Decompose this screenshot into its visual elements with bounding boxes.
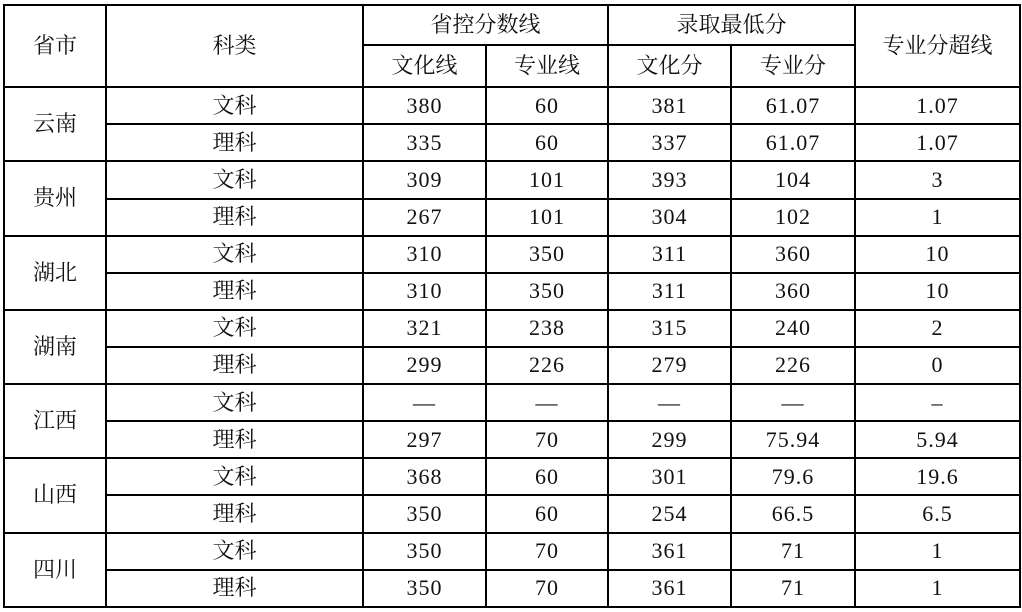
culture-line-cell: 368 — [363, 458, 486, 495]
culture-line-cell: 335 — [363, 124, 486, 161]
province-cell: 云南 — [4, 87, 106, 161]
major-line-cell: 70 — [486, 421, 608, 458]
major-line-cell: 350 — [486, 273, 608, 310]
admission-scores-table-wrap — [3, 4, 1021, 608]
culture-score-cell: 361 — [608, 533, 731, 570]
major-line-cell: 60 — [486, 458, 608, 495]
major-score-cell: 226 — [731, 347, 855, 384]
major-line-cell: 101 — [486, 199, 608, 236]
category-cell: 理科 — [106, 124, 363, 161]
province-cell: 贵州 — [4, 161, 106, 235]
over-line-cell: 1.07 — [855, 124, 1020, 161]
province-cell: 湖北 — [4, 236, 106, 310]
header-culture-score: 文化分 — [608, 45, 731, 87]
major-line-cell: 101 — [486, 161, 608, 198]
category-cell: 文科 — [106, 161, 363, 198]
culture-score-cell: 311 — [608, 273, 731, 310]
province-cell: 江西 — [4, 384, 106, 458]
category-cell: 文科 — [106, 236, 363, 273]
major-line-cell: 238 — [486, 310, 608, 347]
major-score-cell: 79.6 — [731, 458, 855, 495]
category-cell: 理科 — [106, 495, 363, 532]
table-row — [4, 87, 1020, 124]
culture-score-cell: 361 — [608, 570, 731, 607]
over-line-cell: 6.5 — [855, 495, 1020, 532]
major-score-cell: 102 — [731, 199, 855, 236]
over-line-cell: – — [855, 384, 1020, 421]
culture-line-cell: 267 — [363, 199, 486, 236]
table-row — [4, 458, 1020, 495]
over-line-cell: 5.94 — [855, 421, 1020, 458]
province-cell: 山西 — [4, 458, 106, 532]
over-line-cell: 1 — [855, 199, 1020, 236]
culture-score-cell: 311 — [608, 236, 731, 273]
culture-line-cell: 310 — [363, 236, 486, 273]
province-cell: 湖南 — [4, 310, 106, 384]
major-score-cell: 104 — [731, 161, 855, 198]
header-row-1 — [4, 5, 1020, 45]
category-cell: 文科 — [106, 384, 363, 421]
over-line-cell: 1.07 — [855, 87, 1020, 124]
table-row — [4, 124, 1020, 161]
category-cell: 文科 — [106, 533, 363, 570]
category-cell: 理科 — [106, 421, 363, 458]
major-line-cell: 60 — [486, 495, 608, 532]
major-score-cell: 71 — [731, 533, 855, 570]
major-line-cell: 70 — [486, 533, 608, 570]
table-row — [4, 310, 1020, 347]
category-cell: 理科 — [106, 273, 363, 310]
major-score-cell: 360 — [731, 273, 855, 310]
culture-score-cell: 254 — [608, 495, 731, 532]
major-line-cell: — — [486, 384, 608, 421]
over-line-cell: 2 — [855, 310, 1020, 347]
province-cell: 四川 — [4, 533, 106, 607]
over-line-cell: 0 — [855, 347, 1020, 384]
header-major-score: 专业分 — [731, 45, 855, 87]
category-cell: 文科 — [106, 310, 363, 347]
major-score-cell: 75.94 — [731, 421, 855, 458]
major-score-cell: 360 — [731, 236, 855, 273]
table-row — [4, 495, 1020, 532]
culture-score-cell: 304 — [608, 199, 731, 236]
category-cell: 理科 — [106, 347, 363, 384]
over-line-cell: 19.6 — [855, 458, 1020, 495]
culture-score-cell: 337 — [608, 124, 731, 161]
header-control-line-group: 省控分数线 — [363, 5, 608, 45]
major-score-cell: 61.07 — [731, 124, 855, 161]
culture-line-cell: — — [363, 384, 486, 421]
admission-scores-table — [3, 4, 1021, 608]
table-row — [4, 273, 1020, 310]
culture-line-cell: 350 — [363, 495, 486, 532]
culture-line-cell: 350 — [363, 570, 486, 607]
table-row — [4, 199, 1020, 236]
category-cell: 文科 — [106, 87, 363, 124]
header-major-line: 专业线 — [486, 45, 608, 87]
header-category: 科类 — [106, 5, 363, 87]
culture-line-cell: 309 — [363, 161, 486, 198]
culture-score-cell: 279 — [608, 347, 731, 384]
category-cell: 文科 — [106, 458, 363, 495]
culture-line-cell: 321 — [363, 310, 486, 347]
culture-line-cell: 299 — [363, 347, 486, 384]
table-row — [4, 533, 1020, 570]
culture-line-cell: 350 — [363, 533, 486, 570]
table-row — [4, 236, 1020, 273]
table-row — [4, 347, 1020, 384]
culture-line-cell: 380 — [363, 87, 486, 124]
header-major-over-line: 专业分超线 — [855, 5, 1020, 87]
culture-line-cell: 297 — [363, 421, 486, 458]
over-line-cell: 10 — [855, 273, 1020, 310]
header-culture-line: 文化线 — [363, 45, 486, 87]
major-score-cell: 71 — [731, 570, 855, 607]
over-line-cell: 3 — [855, 161, 1020, 198]
table-row — [4, 384, 1020, 421]
major-line-cell: 60 — [486, 87, 608, 124]
major-line-cell: 60 — [486, 124, 608, 161]
major-score-cell: 61.07 — [731, 87, 855, 124]
category-cell: 理科 — [106, 570, 363, 607]
header-admission-min-group: 录取最低分 — [608, 5, 855, 45]
header-province: 省市 — [4, 5, 106, 87]
over-line-cell: 1 — [855, 570, 1020, 607]
table-row — [4, 570, 1020, 607]
over-line-cell: 1 — [855, 533, 1020, 570]
culture-score-cell: 381 — [608, 87, 731, 124]
culture-score-cell: 301 — [608, 458, 731, 495]
major-score-cell: — — [731, 384, 855, 421]
category-cell: 理科 — [106, 199, 363, 236]
table-row — [4, 161, 1020, 198]
culture-score-cell: 315 — [608, 310, 731, 347]
major-line-cell: 350 — [486, 236, 608, 273]
major-line-cell: 70 — [486, 570, 608, 607]
major-score-cell: 240 — [731, 310, 855, 347]
major-score-cell: 66.5 — [731, 495, 855, 532]
major-line-cell: 226 — [486, 347, 608, 384]
culture-score-cell: 393 — [608, 161, 731, 198]
culture-line-cell: 310 — [363, 273, 486, 310]
culture-score-cell: 299 — [608, 421, 731, 458]
over-line-cell: 10 — [855, 236, 1020, 273]
culture-score-cell: — — [608, 384, 731, 421]
table-row — [4, 421, 1020, 458]
